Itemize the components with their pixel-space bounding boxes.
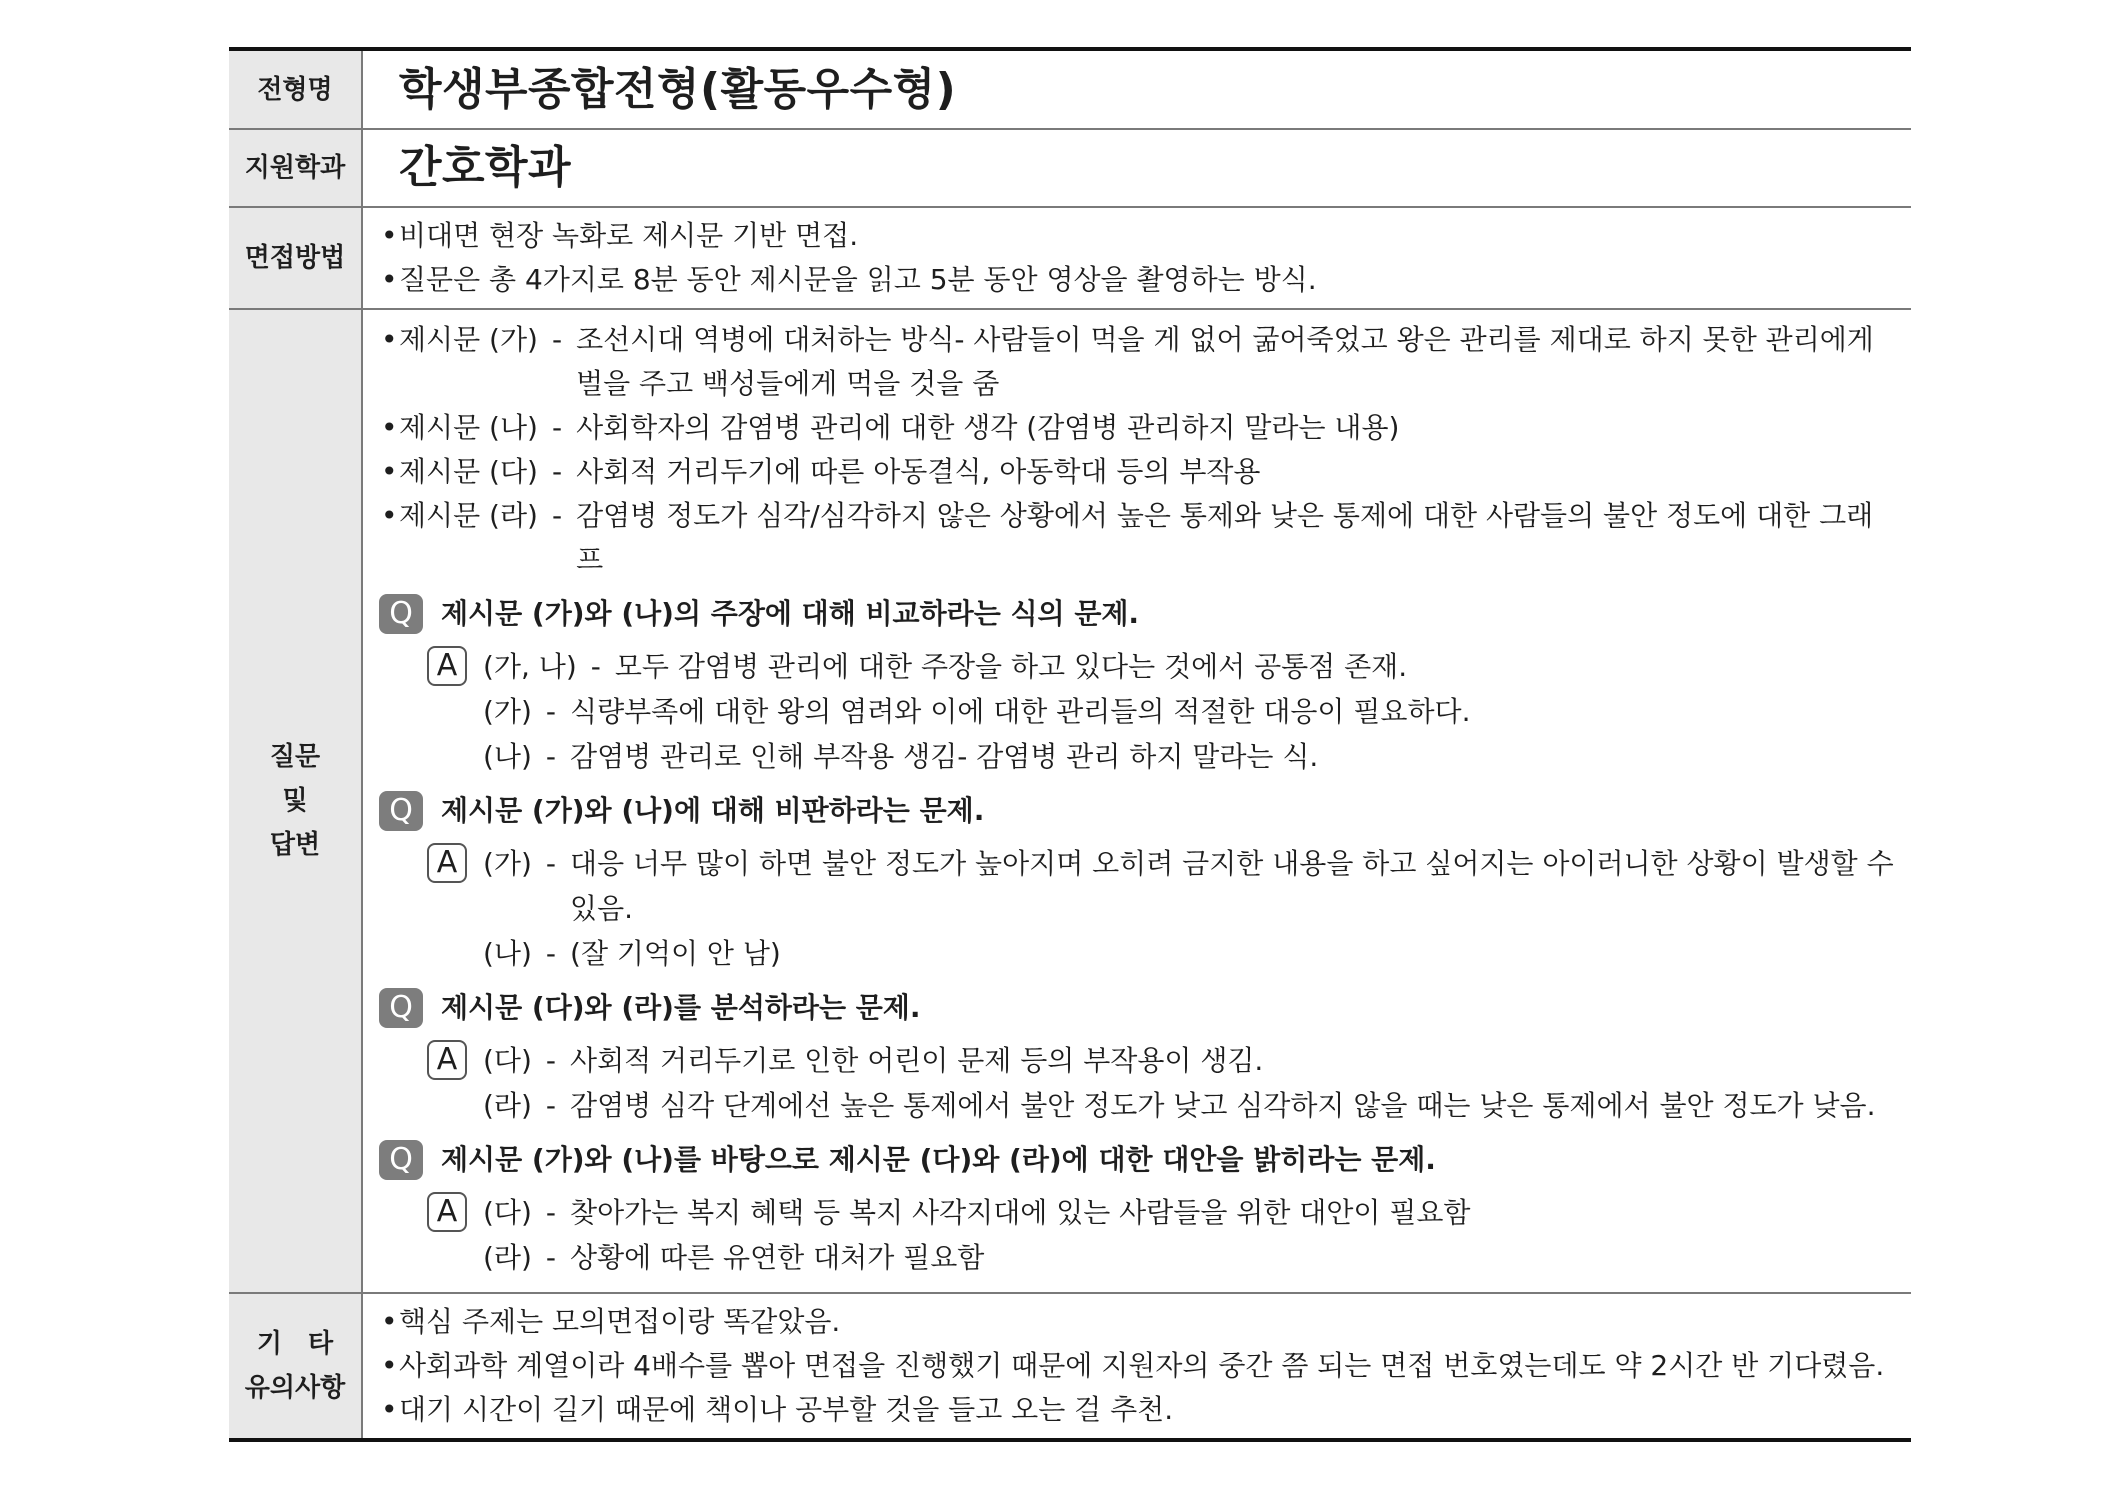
row-admission-type: [229, 51, 1911, 129]
interview-method-label: 면접방법: [229, 207, 362, 309]
etc-bullet: • 핵심 주제는 모의면접이랑 똑같았음.: [379, 1300, 1895, 1344]
answer-text: 대응 너무 많이 하면 불안 정도가 높아지며 오히려 금지한 내용을 하고 싶어지는 아이러니한 상황이 발생할 수 있음.: [570, 847, 1894, 925]
qa-label-line: 질문: [269, 742, 321, 772]
passage-label: • 제시문 (다): [399, 455, 538, 488]
passage-label: • 제시문 (라): [399, 499, 538, 532]
answer-text: 감염병 심각 단계에선 높은 통제에서 불안 정도가 낮고 심각하지 않을 때는 낮은 통제에서 불안 정도가 낮음.: [570, 1089, 1876, 1122]
passage-text: 감염병 정도가 심각/심각하지 않은 상황에서 높은 통제와 낮은 통제에 대한 사람들의 불안 정도에 대한 그래프: [576, 499, 1874, 576]
dash: -: [545, 847, 557, 880]
passage-item: [379, 406, 1895, 450]
admission-type-cell: [362, 51, 1911, 129]
answer-label: (라): [483, 1089, 532, 1122]
dash: -: [545, 740, 557, 773]
row-etc-notes: [229, 1293, 1911, 1438]
answer-line: [483, 1235, 1895, 1280]
question-badge-icon: Q: [379, 988, 423, 1028]
answer-block: [379, 1190, 1895, 1280]
question-badge-icon: Q: [379, 1140, 423, 1180]
answer-badge-icon: A: [427, 646, 467, 686]
answer-text: 찾아가는 복지 혜택 등 복지 사각지대에 있는 사람들을 위한 대안이 필요함: [570, 1196, 1471, 1229]
answer-line: [483, 644, 1895, 689]
dash: -: [545, 695, 557, 728]
qa-label-line: 및: [282, 786, 308, 816]
answer-line: [483, 734, 1895, 779]
answer-text: 사회적 거리두기로 인한 어린이 문제 등의 부작용이 생김.: [570, 1044, 1264, 1077]
answer-line: [483, 1083, 1895, 1128]
dash: -: [545, 1241, 557, 1274]
answer-block: [379, 644, 1895, 779]
answer-line: [483, 1038, 1895, 1083]
answer-block: [379, 1038, 1895, 1128]
answer-text: 모두 감염병 관리에 대한 주장을 하고 있다는 것에서 공통점 존재.: [614, 650, 1408, 683]
dash: -: [545, 937, 557, 970]
answer-text: (잘 기억이 안 남): [570, 937, 781, 970]
answer-line: [483, 689, 1895, 734]
etc-bullet: • 사회과학 계열이라 4배수를 뽑아 면접을 진행했기 때문에 지원자의 중간 쯤 되는 면접 번호였는데도 약 2시간 반 기다렸음.: [379, 1344, 1895, 1388]
qa-label: [229, 309, 362, 1293]
etc-label-line: 기 타: [256, 1329, 334, 1359]
answer-label: (나): [483, 937, 532, 970]
answer-line: [483, 1190, 1895, 1235]
interview-method-cell: [362, 207, 1911, 309]
answer-label: (다): [483, 1196, 532, 1229]
answer-label: (가, 나): [483, 650, 577, 683]
dash: -: [545, 1196, 557, 1229]
dash: -: [545, 1089, 557, 1122]
method-bullet: • 질문은 총 4가지로 8분 동안 제시문을 읽고 5분 동안 영상을 촬영하는 방식.: [379, 258, 1895, 302]
qa-cell: [362, 309, 1911, 1293]
answer-badge-icon: A: [427, 843, 467, 883]
department-label: 지원학과: [229, 129, 362, 207]
question: [379, 789, 1895, 833]
passage-text: 조선시대 역병에 대처하는 방식- 사람들이 먹을 게 없어 굶어죽었고 왕은 관리를 제대로 하지 못한 관리에게 벌을 주고 백성들에게 먹을 것을 줌: [576, 323, 1874, 400]
question: [379, 986, 1895, 1030]
answer-label: (가): [483, 695, 532, 728]
answer-label: (라): [483, 1241, 532, 1274]
answer-line: [483, 841, 1895, 931]
passage-item: [379, 318, 1895, 406]
passage-item: [379, 494, 1895, 582]
dash: -: [551, 411, 563, 444]
dash: -: [551, 323, 563, 356]
answer-text: 식량부족에 대한 왕의 염려와 이에 대한 관리들의 적절한 대응이 필요하다.: [570, 695, 1471, 728]
answer-label: (나): [483, 740, 532, 773]
row-department: [229, 129, 1911, 207]
question-text: 제시문 (가)와 (나)에 대해 비판하라는 문제.: [441, 794, 985, 827]
department-value: 간호학과: [399, 142, 572, 193]
question: [379, 1138, 1895, 1182]
question-text: 제시문 (다)와 (라)를 분석하라는 문제.: [441, 991, 921, 1024]
admission-type-label: 전형명: [229, 51, 362, 129]
question: [379, 592, 1895, 636]
question-text: 제시문 (가)와 (나)를 바탕으로 제시문 (다)와 (라)에 대한 대안을 밝히라는 문제.: [441, 1143, 1436, 1176]
dash: -: [551, 455, 563, 488]
passage-text: 사회학자의 감염병 관리에 대한 생각 (감염병 관리하지 말라는 내용): [576, 411, 1400, 444]
row-interview-method: [229, 207, 1911, 309]
etc-label: [229, 1293, 362, 1438]
answer-badge-icon: A: [427, 1192, 467, 1232]
interview-review-table: [229, 51, 1911, 1438]
qa-label-line: 답변: [269, 830, 321, 860]
question-text: 제시문 (가)와 (나)의 주장에 대해 비교하라는 식의 문제.: [441, 597, 1140, 630]
row-questions-answers: [229, 309, 1911, 1293]
question-badge-icon: Q: [379, 594, 423, 634]
dash: -: [545, 1044, 557, 1077]
admission-type-value: 학생부종합전형(활동우수형): [399, 63, 957, 115]
passage-text: 사회적 거리두기에 따른 아동결식, 아동학대 등의 부작용: [576, 455, 1261, 488]
answer-label: (가): [483, 847, 532, 880]
etc-bullet: • 대기 시간이 길기 때문에 책이나 공부할 것을 들고 오는 걸 추천.: [379, 1388, 1895, 1432]
answer-label: (다): [483, 1044, 532, 1077]
method-bullet: • 비대면 현장 녹화로 제시문 기반 면접.: [379, 214, 1895, 258]
answer-badge-icon: A: [427, 1040, 467, 1080]
answer-block: [379, 841, 1895, 976]
passage-item: [379, 450, 1895, 494]
passage-label: • 제시문 (나): [399, 411, 538, 444]
etc-cell: [362, 1293, 1911, 1438]
dash: -: [551, 499, 563, 532]
etc-label-line: 유의사항: [244, 1373, 346, 1403]
answer-line: [483, 931, 1895, 976]
answer-text: 상황에 따른 유연한 대처가 필요함: [570, 1241, 985, 1274]
question-badge-icon: Q: [379, 791, 423, 831]
department-cell: [362, 129, 1911, 207]
answer-text: 감염병 관리로 인해 부작용 생김- 감염병 관리 하지 말라는 식.: [570, 740, 1319, 773]
dash: -: [590, 650, 601, 683]
passage-label: • 제시문 (가): [399, 323, 538, 356]
interview-review-sheet: [229, 47, 1911, 1442]
